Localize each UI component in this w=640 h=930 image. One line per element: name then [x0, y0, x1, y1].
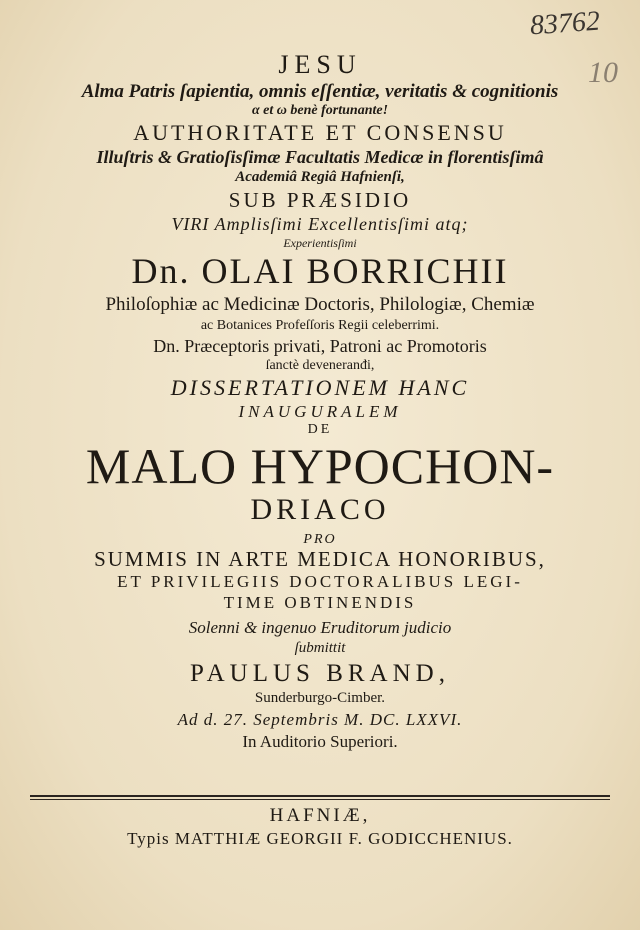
- auditorium-line: In Auditorio Superiori.: [242, 732, 398, 751]
- inaugural-line: INAUGURALEM: [238, 402, 402, 421]
- invocation-line: Alma Patris ſapientia, omnis eſſentiæ, veritatis & cognitionis: [81, 81, 559, 102]
- pro-line: PRO: [303, 532, 337, 547]
- viri-line: VIRI Amplisſimi Excellentisſimi atq;: [171, 214, 469, 234]
- praeceptor-line: Dn. Præceptoris privati, Patroni ac Promotoris: [153, 336, 487, 356]
- faculty-line: Illuſtris & Gratioſisſimæ Facultatis Medicæ in florentisſimâ: [96, 147, 544, 167]
- double-rule: [30, 795, 610, 800]
- imprint-printer: Typis MATTHIÆ GEORGII F. GODICCHENIUS.: [127, 829, 513, 848]
- main-title: MALO HYPOCHON-: [85, 438, 555, 494]
- obtinendis-line: TIME OBTINENDIS: [223, 593, 417, 612]
- de-line: DE: [307, 422, 333, 437]
- deveneranda-line: ſanctè deveneranđi,: [265, 358, 375, 373]
- invocation-alpha-omega: α et ω benè fortunante!: [251, 103, 389, 118]
- rule-thick: [30, 795, 610, 797]
- academy-line: Academiâ Regiâ Hafnienſi,: [235, 169, 405, 185]
- praeses-name: Dn. OLAI BORRICHII: [131, 251, 509, 291]
- praesidio-heading: SUB PRÆSIDIO: [228, 188, 412, 212]
- invocation-jesu: JESU: [278, 50, 362, 79]
- praeses-titles: Philoſophiæ ac Medicinæ Doctoris, Philologiæ, Chemiæ: [105, 294, 535, 315]
- folio-number: 10: [588, 56, 618, 89]
- experientissimi-line: Experientisſimi: [283, 236, 357, 250]
- main-title-continued: DRIACO: [250, 493, 390, 526]
- honors-line: SUMMIS IN ARTE MEDICA HONORIBUS,: [94, 547, 546, 571]
- date-line: Ad d. 27. Septembris M. DC. LXXVI.: [177, 710, 463, 729]
- author-name: PAULUS BRAND,: [190, 660, 450, 687]
- imprint-city: HAFNIÆ,: [269, 805, 371, 826]
- submittit-line: ſubmittit: [294, 640, 346, 656]
- rule-thin: [30, 799, 610, 800]
- authority-heading: AUTHORITATE ET CONSENSU: [133, 120, 507, 145]
- author-origin: Sunderburgo-Cimber.: [254, 690, 386, 706]
- imprint-block: [0, 806, 640, 852]
- title-block: [0, 52, 640, 755]
- dissertation-heading: DISSERTATIONEM HANC: [170, 375, 470, 400]
- praeses-professor: ac Botanices Profeſſoris Regii celeberrimi.: [200, 318, 440, 333]
- privileges-line: ET PRIVILEGIIS DOCTORALIBUS LEGI-: [117, 572, 523, 591]
- judgement-line: Solenni & ingenuo Eruditorum judicio: [188, 618, 452, 637]
- shelfmark: 83762: [528, 5, 601, 42]
